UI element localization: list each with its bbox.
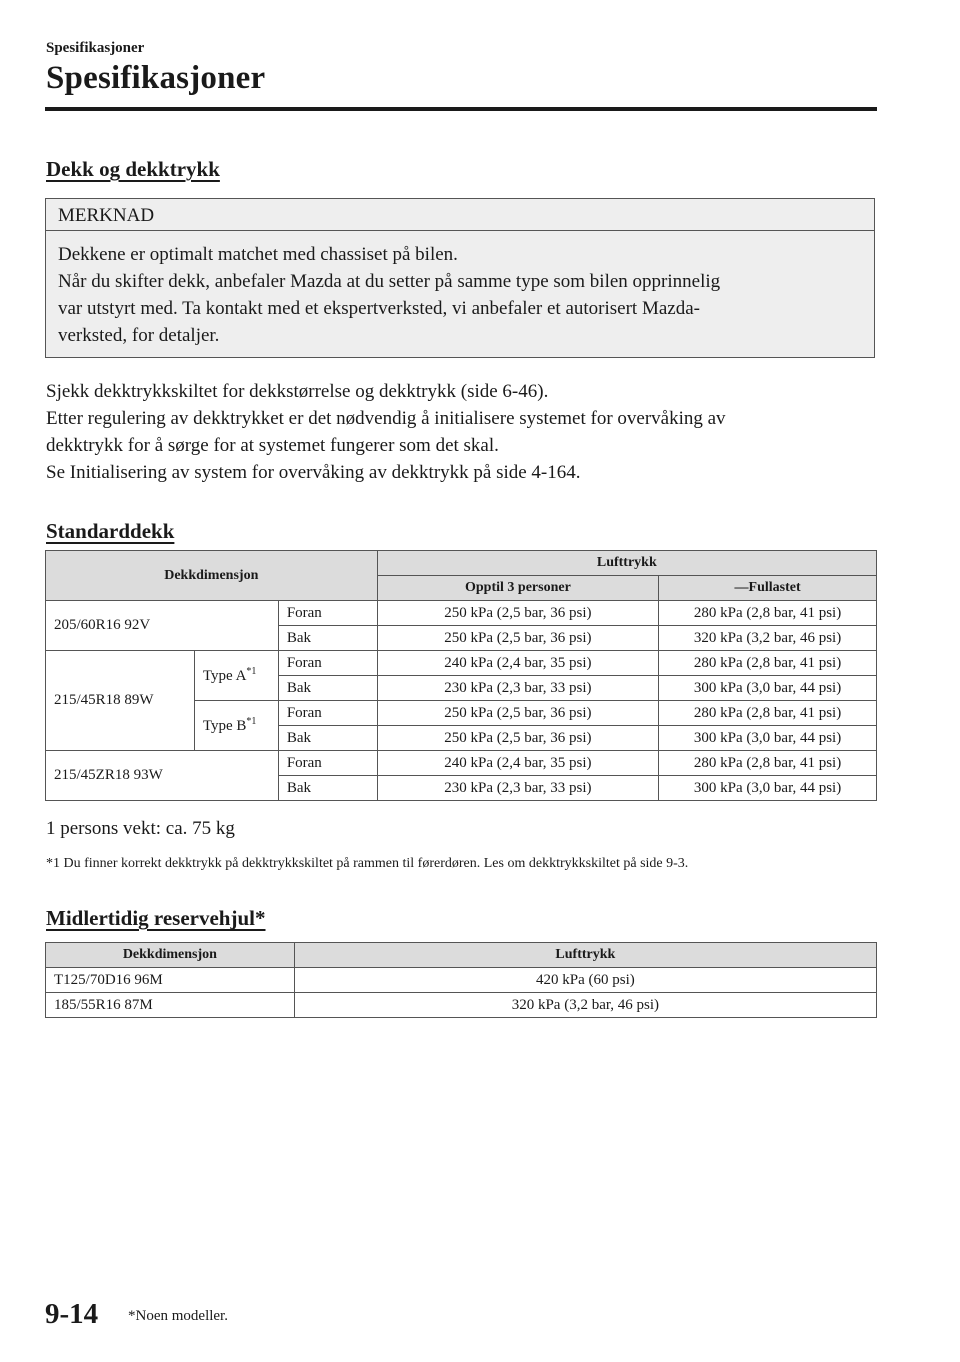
header-tyre-dimension: Dekkdimensjon <box>46 943 295 968</box>
section-label: Spesifikasjoner <box>46 40 145 56</box>
axle-label: Foran <box>278 651 377 676</box>
pressure-value: 320 kPa (3,2 bar, 46 psi) <box>659 626 877 651</box>
tyre-dimension: T125/70D16 96M <box>46 968 295 993</box>
pressure-value: 280 kPa (2,8 bar, 41 psi) <box>659 651 877 676</box>
axle-label: Bak <box>278 726 377 751</box>
header-air-pressure: Lufttrykk <box>377 551 876 576</box>
axle-label: Foran <box>278 601 377 626</box>
axle-label: Foran <box>278 751 377 776</box>
header-tyre-dimension: Dekkdimensjon <box>46 551 378 601</box>
paragraph-line: dekktrykk for å sørge for at systemet fungerer som det skal. <box>46 435 499 456</box>
header-air-pressure: Lufttrykk <box>294 943 876 968</box>
footnote-marker: *1 <box>246 716 257 727</box>
tyre-dimension: 205/60R16 92V <box>46 601 279 651</box>
paragraph-line: Etter regulering av dekktrykket er det nødvendig å initialisere systemet for overvåking av <box>46 408 726 429</box>
tyre-type <box>194 701 278 751</box>
table-row <box>46 993 877 1018</box>
tyre-dimension: 215/45R18 89W <box>46 651 195 751</box>
footnote-marker: *1 <box>246 666 257 677</box>
pressure-value: 280 kPa (2,8 bar, 41 psi) <box>659 751 877 776</box>
note-line: Når du skifter dekk, anbefaler Mazda at du setter på samme type som bilen opprinnelig <box>58 271 721 292</box>
pressure-value: 250 kPa (2,5 bar, 36 psi) <box>377 701 659 726</box>
footnote: *1 Du finner korrekt dekktrykk på dekktrykkskiltet på rammen til førerdøren. Les om dekktrykkskiltet på side 9-3. <box>46 856 689 871</box>
axle-label: Bak <box>278 776 377 801</box>
note-box <box>45 198 875 358</box>
table-row <box>46 751 877 776</box>
tyre-type-label: Type B <box>202 718 247 734</box>
pressure-value: 320 kPa (3,2 bar, 46 psi) <box>294 993 876 1018</box>
note-line: verksted, for detaljer. <box>58 325 220 346</box>
pressure-value: 300 kPa (3,0 bar, 44 psi) <box>659 776 877 801</box>
page-title: Spesifikasjoner <box>46 60 266 96</box>
tyre-dimension: 185/55R16 87M <box>46 993 295 1018</box>
pressure-value: 300 kPa (3,0 bar, 44 psi) <box>659 676 877 701</box>
pressure-value: 230 kPa (2,3 bar, 33 psi) <box>377 676 659 701</box>
heading-tyres: Dekk og dekktrykk <box>46 157 220 181</box>
spare-wheel-table <box>45 942 877 1018</box>
person-weight-note: 1 persons vekt: ca. 75 kg <box>46 818 235 839</box>
note-line: Dekkene er optimalt matchet med chassiset på bilen. <box>58 244 458 265</box>
table-row <box>46 651 877 676</box>
axle-label: Bak <box>278 676 377 701</box>
note-line: var utstyrt med. Ta kontakt med et ekspertverksted, vi anbefaler et autorisert Mazda- <box>58 298 700 319</box>
pressure-value: 420 kPa (60 psi) <box>294 968 876 993</box>
tyre-type <box>194 651 278 701</box>
axle-label: Foran <box>278 701 377 726</box>
pressure-value: 300 kPa (3,0 bar, 44 psi) <box>659 726 877 751</box>
standard-tyre-table <box>45 550 877 801</box>
pressure-value: 240 kPa (2,4 bar, 35 psi) <box>377 651 659 676</box>
paragraph-line: Sjekk dekktrykkskiltet for dekkstørrelse og dekktrykk (side 6-46). <box>46 381 549 402</box>
title-divider <box>45 107 877 111</box>
header-up-to-3-persons: Opptil 3 personer <box>377 576 659 601</box>
header-full-load: —Fullastet <box>659 576 877 601</box>
heading-standard-tyres: Standarddekk <box>46 519 175 543</box>
note-title: MERKNAD <box>46 199 874 231</box>
axle-label: Bak <box>278 626 377 651</box>
pressure-value: 250 kPa (2,5 bar, 36 psi) <box>377 601 659 626</box>
table-row <box>46 601 877 626</box>
tyre-dimension: 215/45ZR18 93W <box>46 751 279 801</box>
pressure-value: 280 kPa (2,8 bar, 41 psi) <box>659 701 877 726</box>
pressure-value: 240 kPa (2,4 bar, 35 psi) <box>377 751 659 776</box>
pressure-value: 250 kPa (2,5 bar, 36 psi) <box>377 626 659 651</box>
pressure-value: 250 kPa (2,5 bar, 36 psi) <box>377 726 659 751</box>
intro-paragraph <box>46 378 886 486</box>
note-body <box>46 231 874 349</box>
footer-note: *Noen modeller. <box>128 1308 228 1324</box>
pressure-value: 280 kPa (2,8 bar, 41 psi) <box>659 601 877 626</box>
table-row <box>46 968 877 993</box>
pressure-value: 230 kPa (2,3 bar, 33 psi) <box>377 776 659 801</box>
page-number: 9-14 <box>45 1298 99 1330</box>
paragraph-line: Se Initialisering av system for overvåking av dekktrykk på side 4-164. <box>46 462 581 483</box>
tyre-type-label: Type A <box>202 668 247 684</box>
heading-spare-wheel: Midlertidig reservehjul* <box>46 906 266 930</box>
